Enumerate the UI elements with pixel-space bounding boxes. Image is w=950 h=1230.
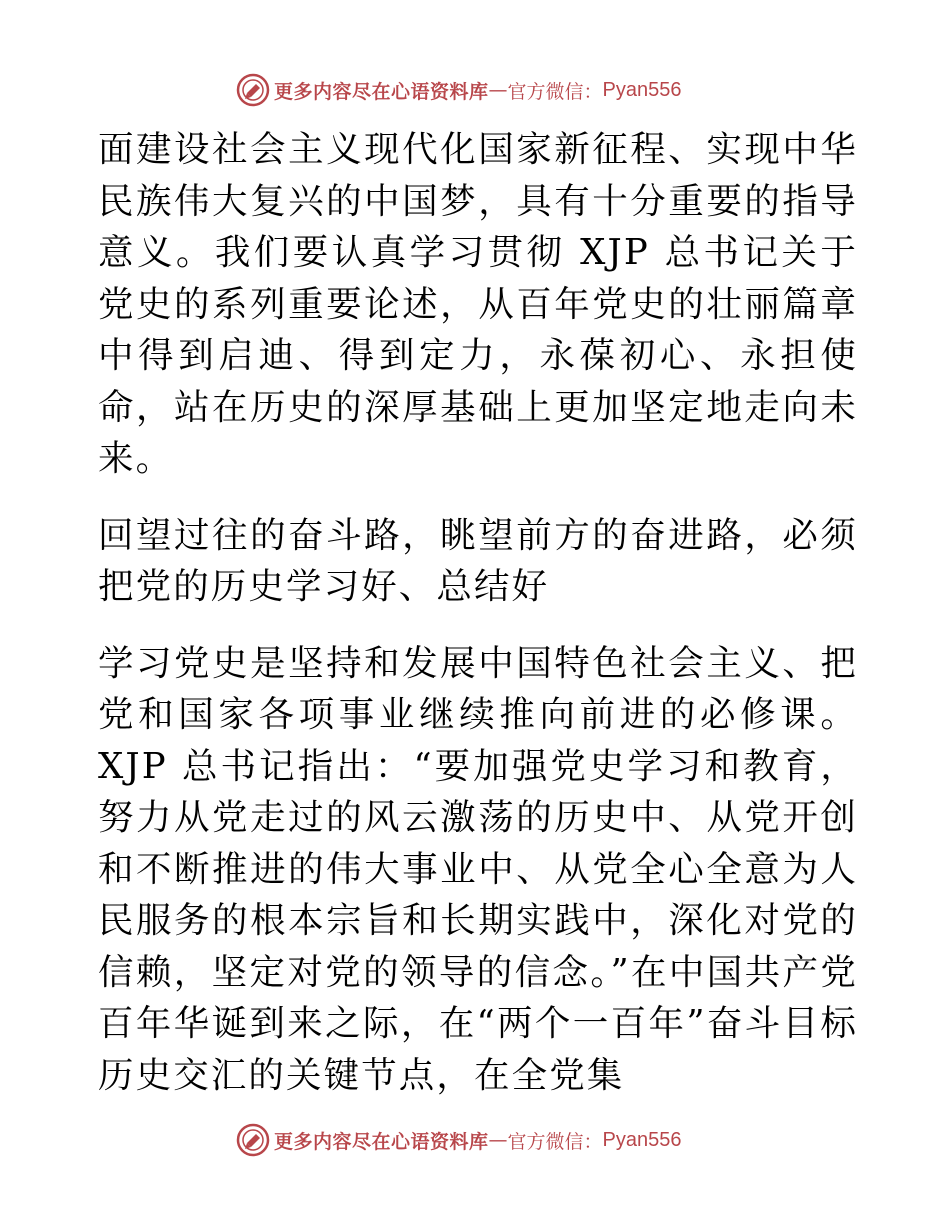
section-heading: 回望过往的奋斗路，眺望前方的奋进路，必须把党的历史学习好、总结好 — [98, 514, 858, 607]
logo-icon — [236, 73, 270, 107]
header-official-label: 官方微信： — [507, 80, 603, 103]
document-body — [98, 124, 858, 1101]
header-wechat-id: Pyan556 — [602, 78, 682, 101]
footer-brand-text: 更多内容尽在心语资料库 — [274, 1130, 489, 1153]
header-banner — [236, 70, 682, 110]
footer-separator: — — [488, 1129, 508, 1151]
footer-official-label: 官方微信： — [507, 1130, 603, 1153]
header-brand-text: 更多内容尽在心语资料库 — [274, 80, 489, 103]
paragraph-body: 学习党史是坚持和发展中国特色社会主义、把党和国家各项事业继续推向前进的必修课。XJP 总书记指出：“要加强党史学习和教育，努力从党走过的风云激荡的历史中、从党开创和不断推进的伟大事业中、从党全心全意为人民服务的根本宗旨和长期实践中，深化对党的信赖，坚定对党的领导的信念。”在中国共产党百年华诞到来之际，在“两个一百年”奋斗目标历史交汇的关键节点，在全党集 — [98, 642, 858, 1096]
footer-wechat-id: Pyan556 — [602, 1128, 682, 1151]
logo-icon — [236, 1123, 270, 1157]
header-separator: — — [488, 79, 508, 101]
footer-banner — [236, 1120, 682, 1160]
paragraph-intro: 面建设社会主义现代化国家新征程、实现中华民族伟大复兴的中国梦，具有十分重要的指导意义。我们要认真学习贯彻 XJP 总书记关于党史的系列重要论述，从百年党史的壮丽篇章中得到启迪、得到定力，永葆初心、永担使命，站在历史的深厚基础上更加坚定地走向未来。 — [98, 129, 858, 479]
